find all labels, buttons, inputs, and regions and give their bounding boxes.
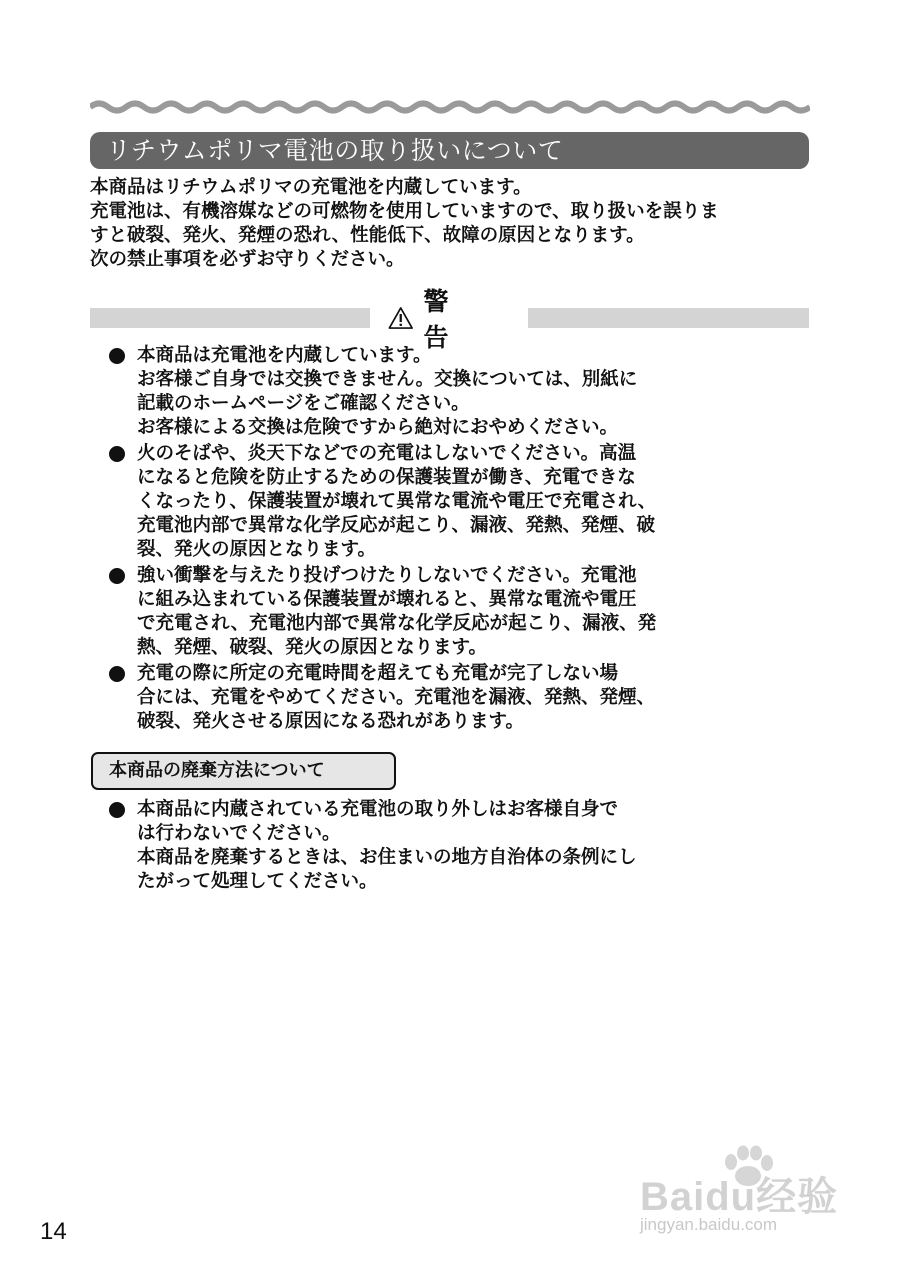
list-item-line: 記載のホームページをご確認ください。 — [137, 393, 470, 414]
watermark-logo: Baidu经验 — [640, 1175, 839, 1219]
bullet-icon — [109, 802, 125, 818]
list-item-line: たがって処理してください。 — [137, 871, 378, 892]
list-item-line: 熱、発煙、破裂、発火の原因となります。 — [137, 637, 488, 658]
list-item-line: 強い衝撃を与えたり投げつけたりしないでください。充電池 — [137, 565, 637, 586]
intro-line: 本商品はリチウムポリマの充電池を内蔵しています。 — [90, 177, 532, 198]
list-item-line: くなったり、保護装置が壊れて異常な電流や電圧で充電され、 — [137, 491, 657, 512]
list-item-line: 本商品は充電池を内蔵しています。 — [137, 345, 432, 366]
bullet-icon — [109, 568, 125, 584]
wave-divider — [90, 100, 810, 114]
disposal-heading: 本商品の廃棄方法について — [91, 752, 396, 790]
section-title: リチウムポリマ電池の取り扱いについて — [90, 132, 809, 169]
warning-title: 警 告 — [423, 287, 518, 352]
intro-line: 次の禁止事項を必ずお守りください。 — [90, 249, 405, 270]
list-item-line: 充電池内部で異常な化学反応が起こり、漏液、発熱、発煙、破 — [137, 515, 656, 536]
warning-bar-left — [90, 308, 370, 328]
bullet-icon — [109, 348, 125, 364]
warning-list — [105, 344, 725, 736]
page-number: 14 — [40, 1218, 67, 1245]
list-item-line: 合には、充電をやめてください。充電池を漏液、発熱、発煙、 — [137, 687, 656, 708]
list-item — [105, 344, 725, 440]
disposal-list — [105, 798, 725, 896]
list-item-line: 火のそばや、炎天下などでの充電はしないでください。高温 — [137, 443, 637, 464]
list-item-line: に組み込まれている保護装置が壊れると、異常な電流や電圧 — [137, 589, 637, 610]
list-item-line: で充電され、充電池内部で異常な化学反応が起こり、漏液、発 — [137, 613, 657, 634]
watermark-url: jingyan.baidu.com — [640, 1215, 778, 1234]
warning-triangle-icon — [388, 301, 413, 335]
list-item-line: 裂、発火の原因となります。 — [137, 539, 377, 560]
list-item — [105, 442, 725, 562]
list-item-line: 本商品を廃棄するときは、お住まいの地方自治体の条例にし — [137, 847, 637, 868]
intro-paragraph — [90, 176, 812, 272]
list-item — [105, 798, 725, 894]
bullet-icon — [109, 446, 125, 462]
list-item-line: お客様ご自身では交換できません。交換については、別紙に — [137, 369, 638, 390]
list-item-line: 本商品に内蔵されている充電池の取り外しはお客様自身で — [137, 799, 619, 820]
warning-bar-right — [528, 308, 809, 328]
list-item-line: お客様による交換は危険ですから絶対におやめください。 — [137, 417, 619, 438]
watermark — [640, 1145, 850, 1245]
list-item-line: は行わないでください。 — [137, 823, 341, 844]
bullet-icon — [109, 666, 125, 682]
list-item-line: 充電の際に所定の充電時間を超えても充電が完了しない場 — [137, 663, 619, 684]
list-item-line: になると危険を防止するための保護装置が働き、充電できな — [137, 467, 636, 488]
list-item — [105, 564, 725, 660]
intro-line: すと破裂、発火、発煙の恐れ、性能低下、故障の原因となります。 — [90, 225, 645, 246]
list-item-line: 破裂、発火させる原因になる恐れがあります。 — [137, 711, 525, 732]
warning-heading — [388, 287, 518, 352]
intro-line: 充電池は、有機溶媒などの可燃物を使用していますので、取り扱いを誤りま — [90, 201, 719, 222]
list-item — [105, 662, 725, 734]
